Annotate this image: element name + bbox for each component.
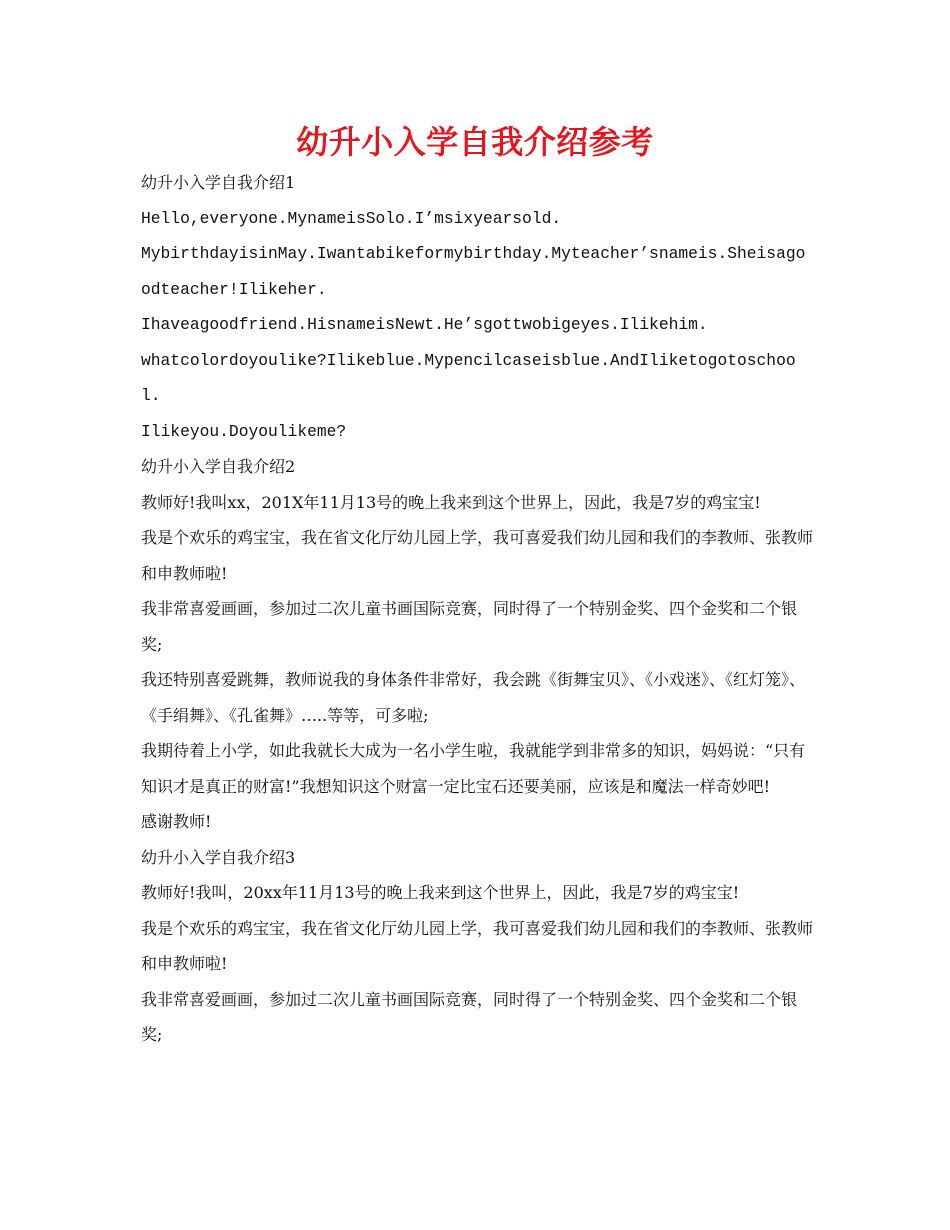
document-title: 幼升小入学自我介绍参考 (296, 123, 654, 161)
section-heading-3: 幼升小入学自我介绍3 (141, 847, 296, 867)
document-body (141, 165, 813, 1053)
paragraph: Ihaveagoodfriend.HisnameisNewt.He’sgottwobigeyes.Ilikehim. (141, 315, 708, 334)
paragraph: 我是个欢乐的鸡宝宝，我在省文化厅幼儿园上学，我可喜爱我们幼儿园和我们的李教师、张教师和申教师啦! (141, 918, 814, 973)
paragraph: whatcolordoyoulike?Ilikeblue.Mypencilcaseisblue.AndIliketogotoschool. (141, 350, 796, 405)
paragraph: Hello,everyone.MynameisSolo.I’msixyearsold. (141, 208, 562, 228)
paragraph: MybirthdayisinMay.Iwantabikeformybirthday.Myteacher’snameis.Sheisagoodteacher!Ilikeher. (141, 244, 806, 299)
paragraph: 我非常喜爱画画，参加过二次儿童书画国际竞赛，同时得了一个特别金奖、四个金奖和二个银奖; (141, 599, 798, 654)
paragraph: 感谢教师! (141, 812, 212, 831)
paragraph: 我非常喜爱画画，参加过二次儿童书画国际竞赛，同时得了一个特别金奖、四个金奖和二个银奖; (141, 989, 798, 1044)
section-heading-1: 幼升小入学自我介绍1 (141, 173, 296, 192)
section-heading-2: 幼升小入学自我介绍2 (141, 457, 296, 476)
paragraph: 我是个欢乐的鸡宝宝，我在省文化厅幼儿园上学，我可喜爱我们幼儿园和我们的李教师、张教师和申教师啦! (141, 528, 814, 583)
paragraph: Ilikeyou.Doyoulikeme? (141, 421, 347, 441)
paragraph: 教师好!我叫，20xx年11月13号的晚上我来到这个世界上，因此，我是7岁的鸡宝宝! (141, 883, 740, 902)
paragraph: 我还特别喜爱跳舞，教师说我的身体条件非常好，我会跳《街舞宝贝》、《小戏迷》、《红灯笼》、《手绢舞》、《孔雀舞》…..等等，可多啦; (141, 670, 806, 725)
paragraph: 我期待着上小学，如此我就长大成为一名小学生啦，我就能学到非常多的知识，妈妈说：“只有知识才是真正的财富!”我想知识这个财富一定比宝石还要美丽，应该是和魔法一样奇妙吧! (141, 741, 806, 796)
paragraph: 教师好!我叫xx，201X年11月13号的晚上我来到这个世界上，因此，我是7岁的鸡宝宝! (141, 492, 761, 512)
